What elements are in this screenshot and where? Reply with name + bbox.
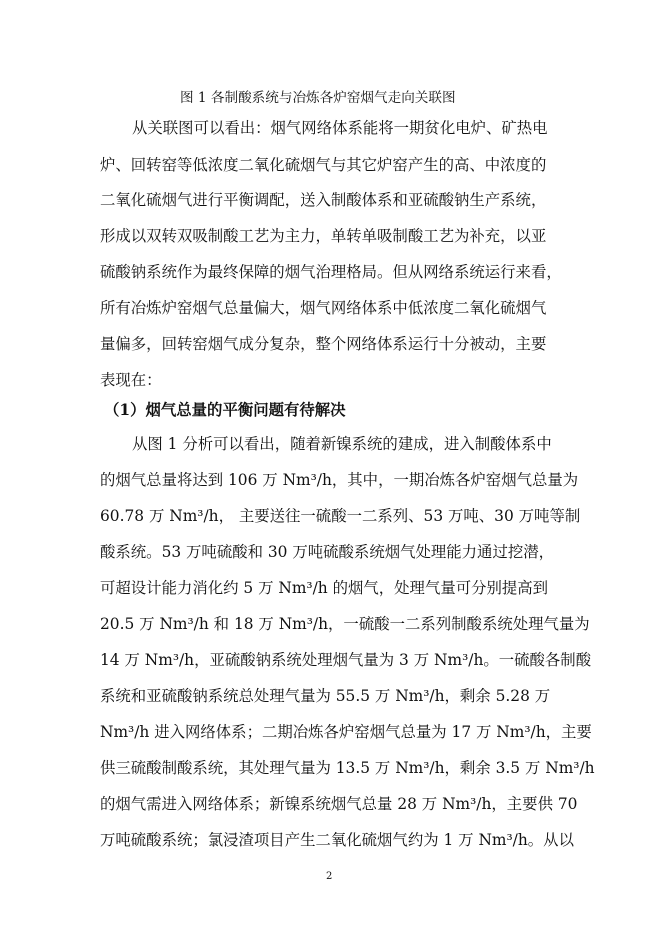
paragraph-line: 形成以双转双吸制酸工艺为主力，单转单吸制酸工艺为补充，以亚 xyxy=(100,227,547,245)
paragraph-line: 可超设计能力消化约 5 万 Nm³/h 的烟气，处理气量可分别提高到 xyxy=(100,579,549,597)
paragraph-line: 二氧化硫烟气进行平衡调配，送入制酸体系和亚硫酸钠生产系统， xyxy=(100,191,547,209)
paragraph-line: 酸系统。53 万吨硫酸和 30 万吨硫酸系统烟气处理能力通过挖潜， xyxy=(100,543,555,561)
paragraph-line: 表现在： xyxy=(100,371,162,389)
page-number: 2 xyxy=(326,871,333,882)
section-heading: （1）烟气总量的平衡问题有待解决 xyxy=(104,401,346,419)
paragraph-line: 的烟气总量将达到 106 万 Nm³/h，其中，一期冶炼各炉窑烟气总量为 xyxy=(100,471,579,489)
paragraph-line: 供三硫酸制酸系统，其处理气量为 13.5 万 Nm³/h，剩余 3.5 万 Nm³/h xyxy=(100,759,595,777)
paragraph-line: 从关联图可以看出：烟气网络体系能将一期贫化电炉、矿热电 xyxy=(132,119,548,137)
paragraph-line: 60.78 万 Nm³/h， 主要送往一硫酸一二系列、53 万吨、30 万吨等制 xyxy=(100,507,581,525)
paragraph-line: 从图 1 分析可以看出，随着新镍系统的建成，进入制酸体系中 xyxy=(132,435,552,453)
paragraph-line: 系统和亚硫酸钠系统总处理气量为 55.5 万 Nm³/h，剩余 5.28 万 xyxy=(100,687,551,705)
paragraph-line: 所有冶炼炉窑烟气总量偏大，烟气网络体系中低浓度二氧化硫烟气 xyxy=(100,299,547,317)
paragraph-line: 的烟气需进入网络体系；新镍系统烟气总量 28 万 Nm³/h，主要供 70 xyxy=(100,795,578,813)
paragraph-line: 炉、回转窑等低浓度二氧化硫烟气与其它炉窑产生的高、中浓度的 xyxy=(100,156,547,174)
paragraph-line: 万吨硫酸系统；氯浸渣项目产生二氧化硫烟气约为 1 万 Nm³/h。从以 xyxy=(100,831,574,849)
paragraph-line: 14 万 Nm³/h，亚硫酸钠系统处理烟气量为 3 万 Nm³/h。一硫酸各制酸 xyxy=(100,651,592,669)
paragraph-line: 20.5 万 Nm³/h 和 18 万 Nm³/h，一硫酸一二系列制酸系统处理气量为 xyxy=(100,615,590,633)
paragraph-line: 量偏多，回转窑烟气成分复杂，整个网络体系运行十分被动，主要 xyxy=(100,335,547,353)
paragraph-line: Nm³/h 进入网络体系；二期冶炼各炉窑烟气总量为 17 万 Nm³/h，主要 xyxy=(100,723,592,741)
paragraph-line: 硫酸钠系统作为最终保障的烟气治理格局。但从网络系统运行来看， xyxy=(100,263,562,281)
figure-caption: 图 1 各制酸系统与冶炼各炉窑烟气走向关联图 xyxy=(180,90,456,106)
